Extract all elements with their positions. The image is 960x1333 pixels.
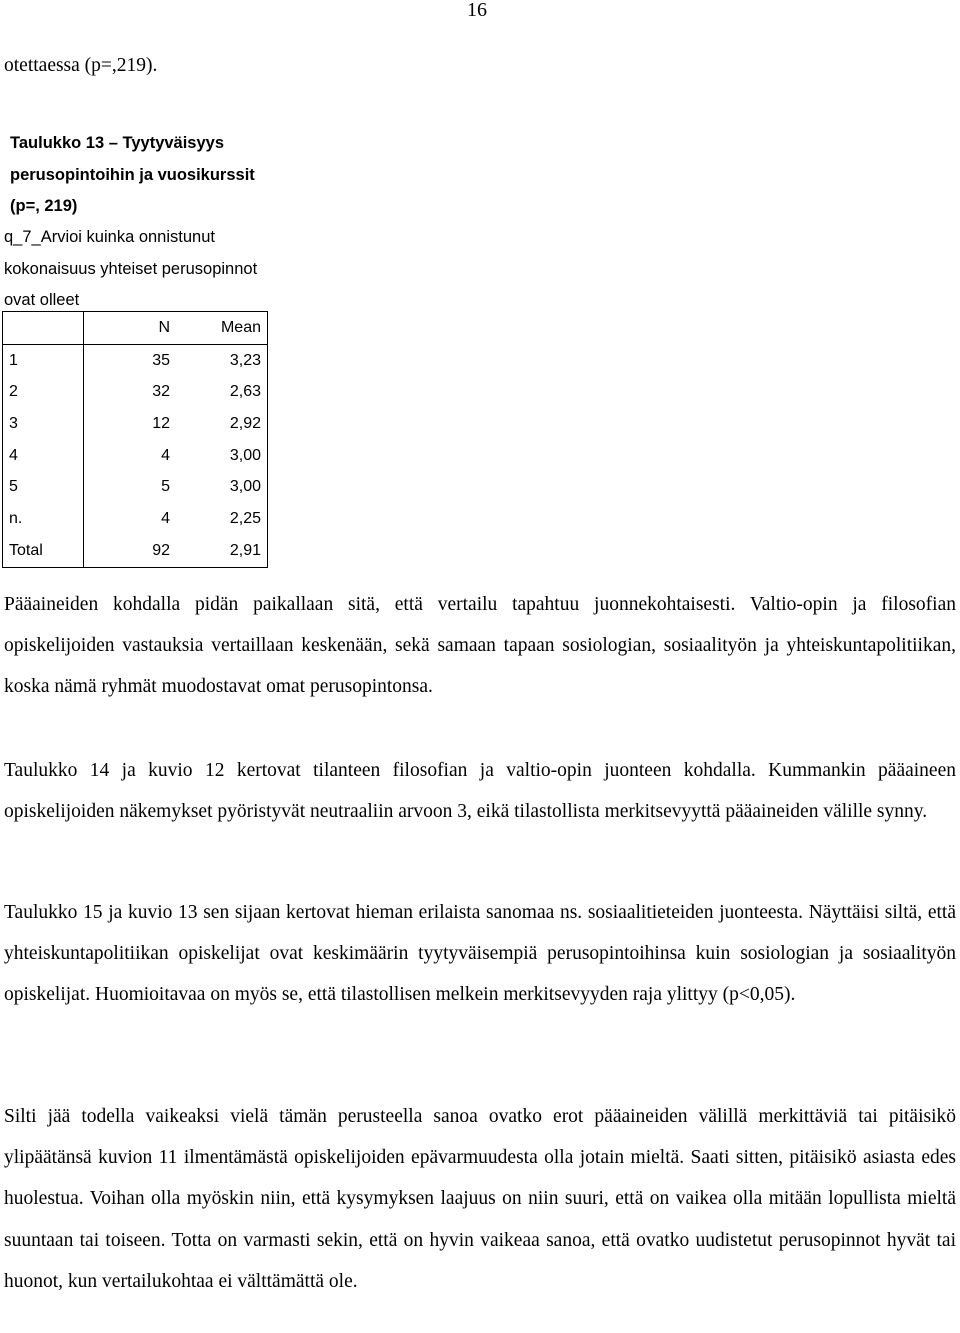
row-mean: 2,91 [176,535,268,567]
table-row [3,344,268,376]
table-row [3,376,268,408]
row-label: n. [3,503,84,535]
table-row [3,503,268,535]
row-n: 12 [84,408,177,440]
body-paragraph: Pääaineiden kohdalla pidän paikallaan sitä, että vertailu tapahtuu juonnekohtaisesti. Valtio-opin ja filosofian opiskelijoiden vastauksia vertaillaan keskenään, sekä samaan tapaan sosiologian, sosiaalityön ja yhteiskuntapolitiikan, koska nämä ryhmät muodostavat omat perusopintonsa. [4,594,956,698]
body-paragraph: Silti jää todella vaikeaksi vielä tämän perusteella sanoa ovatko erot pääaineiden välillä merkittäviä tai pitäisikö ylipäätänsä kuvion 11 ilmentämästä opiskelijoiden epävarmuudesta olla jotain mieltä. Saati sitten, pitäisikö asiasta edes huolestua. Voihan olla myöskin niin, että kysymyksen laajuus on niin suuri, että on vaikea olla mitään lopullista mieltä suuntaan tai toiseen. Totta on varmasti sekin, että on hyvin vaikeaa sanoa, että ovatko uudistetut perusopinnot hyvät tai huonot, kun vertailukohtaa ei välttämättä ole. [4,1106,956,1292]
row-mean: 3,00 [176,440,268,472]
row-label: 3 [3,408,84,440]
row-label: Total [3,535,84,567]
row-mean: 2,63 [176,376,268,408]
row-mean: 2,92 [176,408,268,440]
row-mean: 2,25 [176,503,268,535]
table-row-total [3,535,268,567]
row-n: 5 [84,471,177,503]
table-row [3,471,268,503]
body-paragraph: Taulukko 15 ja kuvio 13 sen sijaan kertovat hieman erilaista sanomaa ns. sosiaalitieteiden juonteesta. Näyttäisi siltä, että yhteiskuntapolitiikan opiskelijat ovat keskimäärin tyytyväisempiä perusopintoihinsa kuin sosiologian ja sosiaalityön opiskelijat. Huomioitavaa on myös se, että tilastollisen melkein merkitsevyyden raja ylittyy (p<0,05). [4,902,956,1006]
header-cell-mean: Mean [176,312,268,345]
row-n: 4 [84,440,177,472]
body-paragraph: Taulukko 14 ja kuvio 12 kertovat tilanteen filosofian ja valtio-opin juonteen kohdalla. Kummankin pääaineen opiskelijoiden näkemykset pyöristyvät neutraaliin arvoon 3, eikä tilastollista merkitsevyyttä pääaineiden välille synny. [4,760,956,823]
table-row [3,440,268,472]
row-mean: 3,00 [176,471,268,503]
table-title: Taulukko 13 – Tyytyväisyys perusopintoihin ja vuosikurssit (p=, 219) [10,134,255,215]
row-mean: 3,23 [176,344,268,376]
table-variable-label: q_7_Arvioi kuinka onnistunut kokonaisuus yhteiset perusopinnot ovat olleet [4,228,258,309]
row-n: 92 [84,535,177,567]
row-label: 1 [3,344,84,376]
statistics-table [2,311,268,568]
row-n: 32 [84,376,177,408]
table-header-row [3,312,268,345]
page-number: 16 [467,0,487,21]
table-row [3,408,268,440]
header-cell-empty [3,312,84,345]
continued-sentence: otettaessa (p=,219). [4,55,158,76]
row-label: 2 [3,376,84,408]
row-label: 4 [3,440,84,472]
row-label: 5 [3,471,84,503]
row-n: 35 [84,344,177,376]
row-n: 4 [84,503,177,535]
header-cell-n: N [84,312,177,345]
